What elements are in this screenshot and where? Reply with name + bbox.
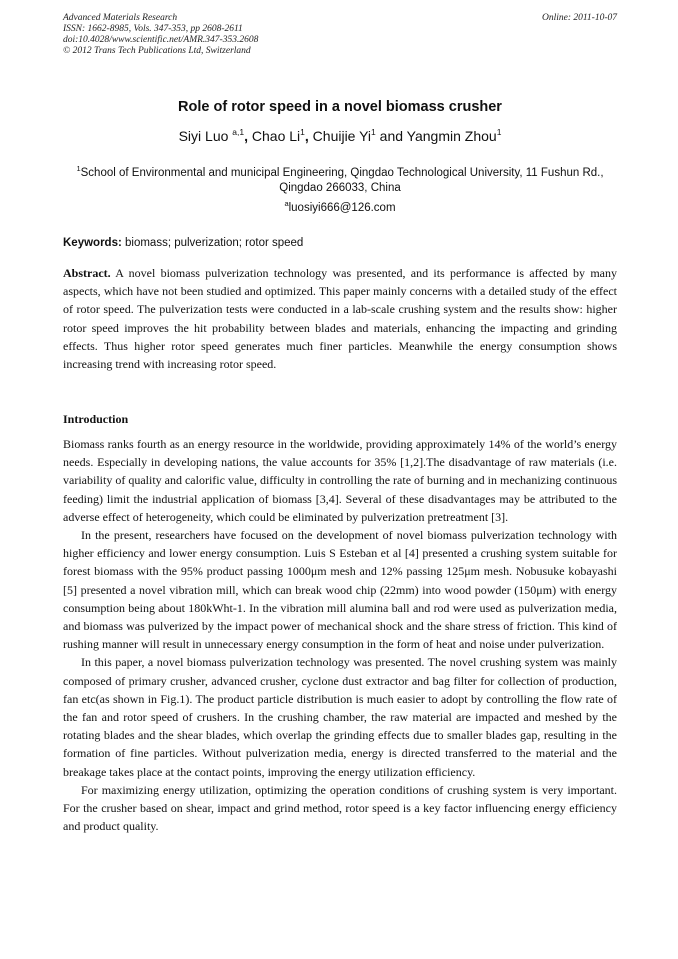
paragraph: In this paper, a novel biomass pulverization technology was presented. The novel crushing system was mainly composed of primary crusher, advanced crusher, cyclone dust extractor and bag filter for collection of production, fan etc(as shown in Fig.1). The product particle distribution is much easier to adopt by controlling the flow rate of the fan and rotor speed of crushers. In the crushing chamber, the raw material are impacted and meshed by the rotating blades and the shear blades, which overlap the grinding effects due to smaller blades gap, resulting in the formation of fine particles. Without pulverization media, energy is directed transferred to the material and the breakage takes place at the contact points, improving the energy utilization efficiency. [63, 655, 617, 779]
author-name: Chuijie Yi [312, 128, 372, 144]
author-separator: , [304, 128, 313, 144]
online-date: Online: 2011-10-07 [541, 13, 617, 23]
section-heading-introduction: Introduction [63, 412, 129, 426]
keywords-text: biomass; pulverization; rotor speed [121, 237, 304, 249]
introduction-body [63, 435, 617, 835]
abstract-text: A novel biomass pulverization technology was presented, and its performance is affected by many aspects, which have not been studied and optimized. This paper mainly concerns with a detailed study of the effect of rotor speed. The pulverization tests were conducted in a lab-scale crushing system and the results show: higher rotor speed improves the hit probability between blades and materials, enhancing the impacting and grinding effects. Thus higher rotor speed generates much finer particles. Meanwhile the energy consumption shows increasing trend with increasing rotor speed. [63, 266, 617, 372]
abstract [63, 264, 617, 373]
author-name: Chao Li [251, 128, 301, 144]
author-list [63, 127, 617, 145]
paragraph: For maximizing energy utilization, optimizing the operation conditions of crushing system is very important. For the crusher based on shear, impact and grind method, rotor speed is a key factor influencing energy efficiency and product quality. [63, 782, 617, 834]
affiliation-superscript: 1 [76, 164, 81, 173]
author-name: Yangmin Zhou [406, 128, 497, 144]
doi-line: doi:10.4028/www.scientific.net/AMR.347-353.2608 [63, 35, 259, 45]
paper-title: Role of rotor speed in a novel biomass crusher [178, 99, 502, 115]
affiliation [63, 166, 617, 195]
issn-line: ISSN: 1662-8985, Vols. 347-353, pp 2608-2611 [63, 24, 243, 34]
author-separator: , [244, 128, 252, 144]
copyright-line: © 2012 Trans Tech Publications Ltd, Switzerland [63, 46, 251, 56]
email-text: luosiyi666@126.com [288, 202, 396, 214]
author-separator: and [375, 128, 407, 144]
author-email [63, 201, 617, 215]
keywords [63, 236, 617, 250]
author-superscript: 1 [371, 127, 376, 137]
author-name: Siyi Luo [178, 128, 233, 144]
journal-header [63, 13, 617, 57]
abstract-label: Abstract. [63, 266, 111, 280]
email-superscript: a [284, 199, 289, 208]
author-superscript: 1 [300, 127, 305, 137]
paragraph: In the present, researchers have focused on the development of novel biomass pulverization technology with higher efficiency and lower energy consumption. Luis S Esteban et al [4] presented a crushing system suitable for forest biomass with the 95% product passing 1000μm mesh and 12% passing 125μm mesh. Nobusuke kobayashi [5] presented a novel vibration mill, which can break wood chip (22mm) into wood powder (150μm) with energy consumption being about 180kWht-1. In the vibration mill alumina ball and rod were used as pulverization media, and biomass was pulverized by the impact power of mechanical shock and the share stress of friction. This kind of rushing manner will result in unnecessary energy consumption in the form of heat and noise under pulverization. [63, 528, 617, 652]
author-superscript: a,1 [232, 127, 245, 137]
author-superscript: 1 [496, 127, 502, 137]
paragraph: Biomass ranks fourth as an energy resource in the worldwide, providing approximately 14% of the world’s energy needs. Especially in developing nations, the value accounts for 35% [1,2].The disadvantage of raw materials (i.e. variability of quality and calorific value, difficulty in controlling the rate of burning and in mechanizing continuous feeding) limit the industrial application of biomass [3,4]. Several of these disadvantages may be attributed to the adverse effect of heterogeneity, which could be eliminated by pulverization pretreatment [3]. [63, 437, 617, 524]
keywords-label: Keywords: [63, 237, 122, 249]
journal-name: Advanced Materials Research [63, 13, 178, 23]
affiliation-text: School of Environmental and municipal Engineering, Qingdao Technological University, 11 Fushun Rd., Qingdao 266033, China [80, 167, 604, 194]
